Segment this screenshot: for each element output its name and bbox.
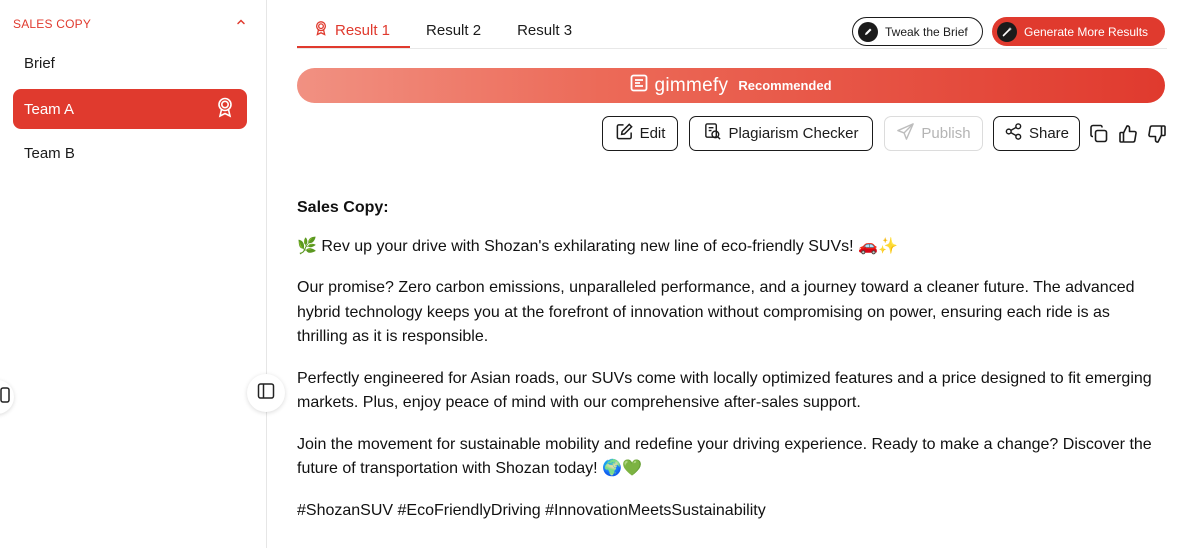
panel-icon bbox=[0, 387, 10, 408]
award-icon bbox=[313, 20, 329, 40]
document-check-icon bbox=[703, 122, 722, 145]
sidebar-item-label: Team A bbox=[24, 100, 75, 118]
result-tabs bbox=[297, 14, 592, 48]
tab-label: Result 3 bbox=[517, 21, 573, 39]
sidebar-title: SALES COPY bbox=[13, 17, 92, 31]
sidebar-item-team-b[interactable] bbox=[13, 133, 247, 173]
copy-paragraph: Our promise? Zero carbon emissions, unparalleled performance, and a journey toward a cleaner future. The advanced hybrid technology keeps you at the forefront of innovation without compromising on power, ensuring each ride is as thrilling as it is responsible. bbox=[297, 279, 1135, 345]
pencil-icon bbox=[858, 22, 878, 42]
tweak-brief-label: Tweak the Brief bbox=[885, 24, 968, 39]
sidebar-panel-icon bbox=[257, 382, 275, 405]
share-label: Share bbox=[1028, 125, 1070, 142]
edit-icon bbox=[615, 122, 634, 145]
copy-paragraph: Perfectly engineered for Asian roads, our SUVs come with locally optimized features and a price designed to fit emerging markets. Plus, enjoy peace of mind with our comprehensive after-sales support. bbox=[297, 369, 1152, 411]
collapse-sidebar-button[interactable] bbox=[0, 380, 14, 414]
recommended-label: Recommended bbox=[738, 78, 832, 93]
copy-paragraph: 🌿 Rev up your drive with Shozan's exhilarating new line of eco-friendly SUVs! 🚗✨ bbox=[297, 237, 898, 255]
gimmefy-logo-icon bbox=[630, 74, 648, 97]
tab-label: Result 2 bbox=[426, 21, 482, 39]
tab-result-2[interactable] bbox=[410, 14, 501, 48]
tab-label: Result 1 bbox=[335, 21, 391, 39]
edit-label: Edit bbox=[639, 125, 666, 142]
generate-more-label: Generate More Results bbox=[1024, 24, 1149, 39]
publish-label: Publish bbox=[921, 125, 971, 142]
copy-icon[interactable] bbox=[1089, 124, 1109, 144]
edit-button[interactable] bbox=[602, 116, 678, 151]
plagiarism-checker-label: Plagiarism Checker bbox=[728, 125, 859, 142]
share-button[interactable] bbox=[993, 116, 1080, 151]
hashtags: #ShozanSUV #EcoFriendlyDriving #InnovationMeetsSustainability bbox=[297, 501, 766, 519]
thumbs-up-icon[interactable] bbox=[1118, 124, 1138, 144]
sidebar bbox=[0, 0, 267, 548]
sidebar-item-brief[interactable] bbox=[13, 43, 247, 83]
sidebar-header[interactable] bbox=[13, 16, 247, 32]
sidebar-item-team-a[interactable] bbox=[13, 89, 247, 129]
sidebar-item-label: Brief bbox=[24, 54, 55, 72]
send-icon bbox=[896, 122, 915, 145]
publish-button[interactable] bbox=[884, 116, 983, 151]
copy-paragraph: Join the movement for sustainable mobility and redefine your driving experience. Ready to make a change? Discover the future of transportation with Shozan today! 🌍💚 bbox=[297, 435, 1152, 477]
magic-wand-icon bbox=[997, 22, 1017, 42]
tweak-brief-button[interactable] bbox=[852, 17, 983, 46]
sales-copy-content bbox=[297, 196, 1159, 540]
share-icon bbox=[1004, 122, 1023, 145]
thumbs-down-icon[interactable] bbox=[1147, 124, 1167, 144]
generate-more-button[interactable] bbox=[992, 17, 1165, 46]
tab-divider bbox=[297, 48, 1167, 49]
plagiarism-checker-button[interactable] bbox=[689, 116, 873, 151]
tab-result-1[interactable] bbox=[297, 14, 410, 48]
sidebar-item-label: Team B bbox=[24, 144, 75, 162]
award-icon bbox=[214, 96, 236, 122]
chevron-up-icon[interactable] bbox=[235, 15, 247, 33]
toggle-panel-button[interactable] bbox=[247, 374, 285, 412]
recommended-banner bbox=[297, 68, 1165, 103]
sales-copy-heading: Sales Copy: bbox=[297, 199, 389, 216]
brand-name: gimmefy bbox=[654, 74, 729, 96]
tab-result-3[interactable] bbox=[501, 14, 592, 48]
